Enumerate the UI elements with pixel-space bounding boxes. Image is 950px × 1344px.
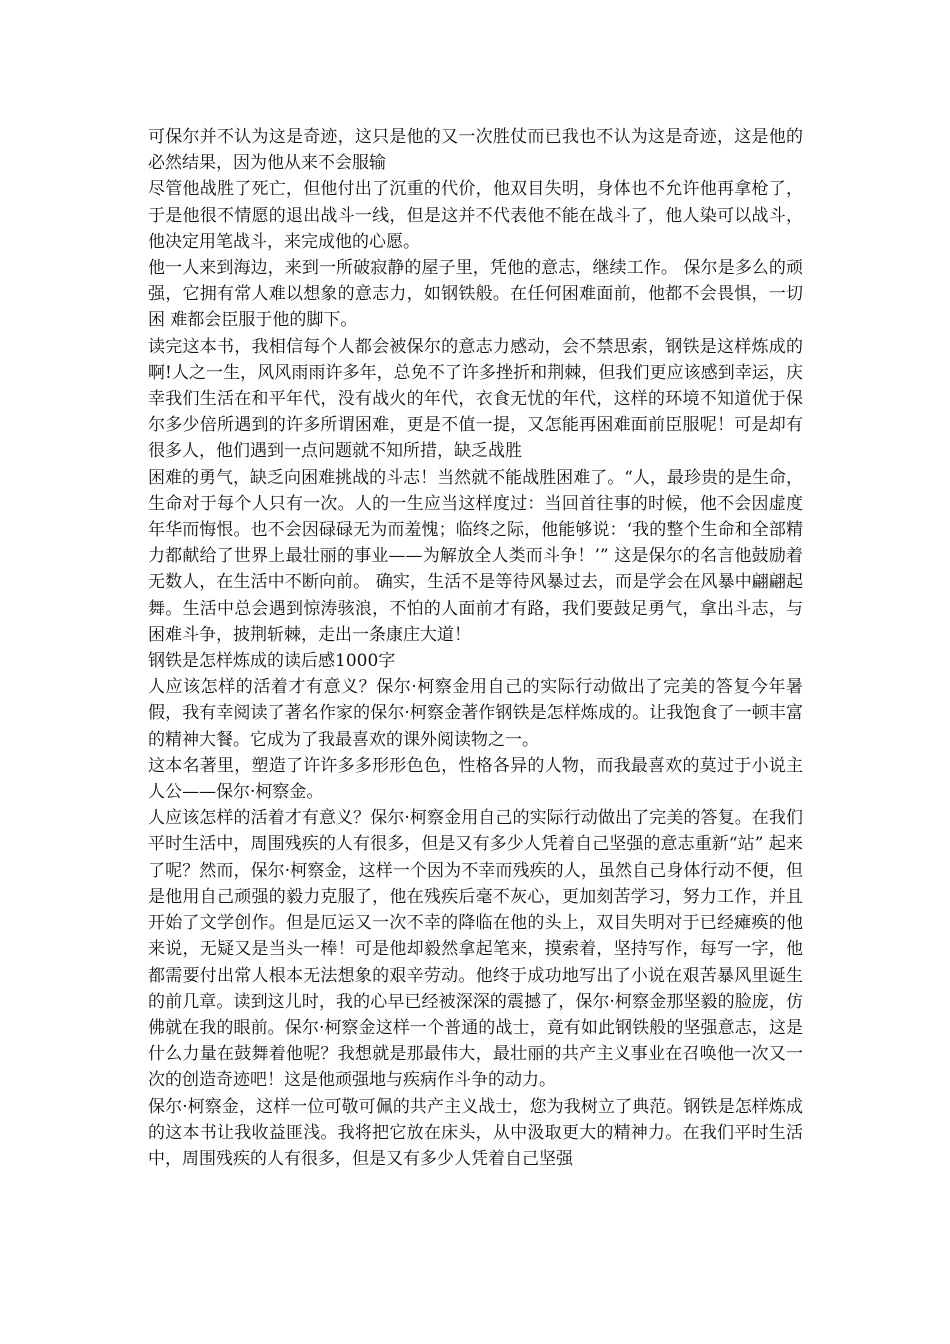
paragraph: 人应该怎样的活着才有意义？保尔·柯察金用自己的实际行动做出了完美的答复今年暑假，我有幸阅读了著名作家的保尔·柯察金著作钢铁是怎样炼成的。让我饱食了一顿丰富的精神大餐。它成为了我最喜欢的课外阅读物之一。 (148, 677, 803, 750)
paragraph: 这本名著里，塑造了许许多多形形色色，性格各异的人物，而我最喜欢的莫过于小说主人公——保尔·柯察金。 (148, 755, 803, 803)
paragraph: 他一人来到海边，来到一所破寂静的屋子里，凭他的意志，继续工作。 保尔是多么的顽强，它拥有常人难以想象的意志力，如钢铁般。在任何困难面前，他都不会畏惧，一切困 难都会臣服于他的脚下。 (148, 258, 803, 331)
paragraph: 困难的勇气，缺乏向困难挑战的斗志！当然就不能战胜困难了。“人，最珍贵的是生命，生命对于每个人只有一次。人的一生应当这样度过：当回首往事的时候，他不会因虚度年华而悔恨。也不会因碌碌无为而羞愧；临终之际，他能够说：‘我的整个生命和全部精力都献给了世界上最壮丽的事业——为解放全人类而斗争！’” 这是保尔的名言他鼓励着无数人，在生活中不断向前。 确实，生活不是等待风暴过去，而是学会在风暴中翩翩起舞。生活中总会遇到惊涛骇浪，不怕的人面前才有路，我们要鼓足勇气，拿出斗志，与困难斗争，披荆斩棘，走出一条康庄大道！ (148, 467, 803, 645)
paragraph: 保尔·柯察金，这样一位可敬可佩的共产主义战士，您为我树立了典范。钢铁是怎样炼成的这本书让我收益匪浅。我将把它放在床头，从中汲取更大的精神力。在我们平时生活中，周围残疾的人有很多，但是又有多少人凭着自己坚强 (148, 1096, 803, 1169)
section-heading: 钢铁是怎样炼成的读后感1000字 (148, 651, 396, 672)
paragraph: 可保尔并不认为这是奇迹，这只是他的又一次胜仗而已我也不认为这是奇迹，这是他的必然结果，因为他从来不会服输 (148, 127, 803, 174)
paragraph: 人应该怎样的活着才有意义？保尔·柯察金用自己的实际行动做出了完美的答复。在我们平时生活中，周围残疾的人有很多，但是又有多少人凭着自己坚强的意志重新“站” 起来了呢？然而，保尔·柯察金，这样一个因为不幸而残疾的人，虽然自己身体行动不便，但是他用自己顽强的毅力克服了，他在残疾后毫不灰心，更加刻苦学习，努力工作，并且开始了文学创作。但是厄运又一次不幸的降临在他的头上，双目失明对于已经瘫痪的他来说，无疑又是当头一棒！可是他却毅然拿起笔来，摸索着，坚持写作，每写一字，他都需要付出常人根本无法想象的艰辛劳动。他终于成功地写出了小说在艰苦暴风里诞生的前几章。读到这儿时，我的心早已经被深深的震撼了，保尔·柯察金那坚毅的脸庞，仿佛就在我的眼前。保尔·柯察金这样一个普通的战士，竟有如此钢铁般的坚强意志，这是什么力量在鼓舞着他呢？我想就是那最伟大，最壮丽的共产主义事业在召唤他一次又一次的创造奇迹吧！这是他顽强地与疾病作斗争的动力。 (148, 808, 803, 1091)
paragraph: 读完这本书，我相信每个人都会被保尔的意志力感动，会不禁思索，钢铁是这样炼成的啊!人之一生，风风雨雨许多年，总免不了许多挫折和荆棘，但我们更应该感到幸运，庆幸我们生活在和平年代，没有战火的年代，衣食无忧的年代，这样的环境不知道优于保尔多少倍所遇到的许多所谓困难，更是不值一提，又怎能再困难面前臣服呢！可是却有很多人，他们遇到一点问题就不知所措，缺乏战胜 (148, 336, 803, 462)
document-page (148, 124, 803, 1172)
paragraph: 尽管他战胜了死亡，但他付出了沉重的代价，他双目失明，身体也不允许他再拿枪了，于是他很不情愿的退出战斗一线，但是这并不代表他不能在战斗了，他人染可以战斗，他决定用笔战斗，来完成他的心愿。 (148, 179, 803, 252)
